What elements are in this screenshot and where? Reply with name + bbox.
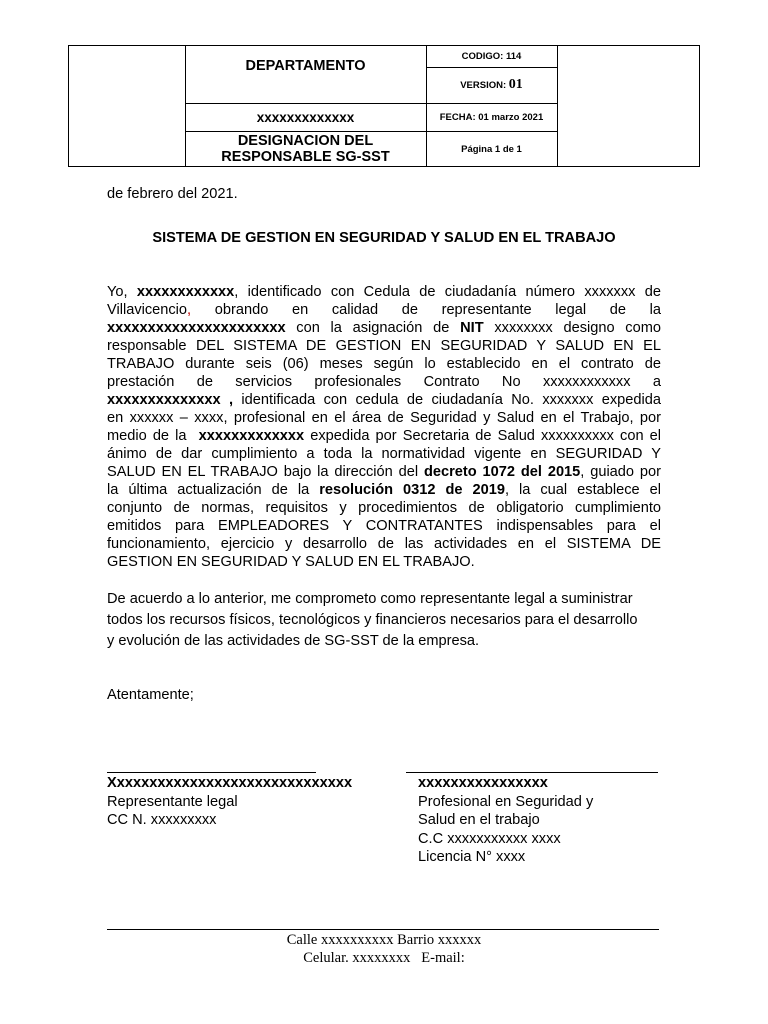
signature-line-right — [406, 772, 658, 773]
designation-paragraph: Yo, xxxxxxxxxxxx, identificado con Cedula de ciudadanía número xxxxxxx de Villavicencio, obrando en calidad de representante legal de la xxxxxxxxxxxxxxxxxxxxxx con la asignación de NIT xxxxxxxx designo como responsable DEL SISTEMA DE GESTION EN SEGURIDAD Y SALUD EN EL TRABAJO durante seis (06) meses según lo establecido en el contrato de prestación de servicios profesionales Contrato No xxxxxxxxxxxx a xxxxxxxxxxxxxx , identificada con cedula de ciudadanía No. xxxxxxx expedida en xxxxxx – xxxx, profesional en el área de Seguridad y Salud en el Trabajo, por medio de la xxxxxxxxxxxxx expedida por Secretaria de Salud xxxxxxxxxx con el ánimo de dar cumplimiento a toda la normatividad vigente en SEGURIDAD Y SALUD EN EL TRABAJO bajo la dirección del decreto 1072 del 2015, guiado por la última actualización de la resolución 0312 de 2019, la cual establece el conjunto de normas, requisitos y procedimientos de obligatorio cumplimiento emitidos para EMPLEADORES Y CONTRATANTES indispensables para el funcionamiento, ejercicio y desarrollo de las actividades en el SISTEMA DE GESTION EN SEGURIDAD Y SALUD EN EL TRABAJO. — [107, 284, 662, 570]
department-label: DEPARTAMENTO — [245, 58, 366, 74]
page-number: Página 1 de 1 — [461, 143, 522, 155]
date-line: de febrero del 2021. — [107, 186, 238, 202]
document-code: CODIGO: 114 — [461, 51, 522, 62]
legal-rep-id: CC N. xxxxxxxxx — [107, 812, 217, 828]
professional-role-line1: Profesional en Seguridad y — [418, 793, 594, 810]
legal-rep-role: Representante legal — [107, 793, 238, 810]
legal-rep-name: Xxxxxxxxxxxxxxxxxxxxxxxxxxxxxx — [107, 775, 353, 791]
document-header-table — [68, 45, 700, 167]
professional-license: Licencia N° xxxx — [418, 849, 526, 865]
document-version: VERSION: 01 — [460, 77, 523, 92]
commitment-paragraph: De acuerdo a lo anterior, me comprometo como representante legal a suministrar todos los recursos físicos, tecnológicos y financieros necesarios para el desarrollo y evolución de las actividades de SG-SST de la empresa. — [107, 591, 638, 649]
footer-address: Calle xxxxxxxxxx Barrio xxxxxx — [286, 932, 482, 948]
footer-contact: Celular. xxxxxxxx E-mail: — [303, 950, 465, 966]
footer — [107, 931, 661, 967]
section-title: SISTEMA DE GESTION EN SEGURIDAD Y SALUD EN EL TRABAJO — [152, 230, 616, 246]
header-divider — [557, 46, 558, 166]
footer-rule — [107, 929, 659, 930]
closing-text: Atentamente; — [107, 687, 194, 703]
signature-line-left — [107, 772, 316, 773]
company-name: xxxxxxxxxxxxx — [256, 109, 355, 125]
professional-id: C.C xxxxxxxxxxx xxxx — [418, 830, 561, 847]
professional-role-line2: Salud en el trabajo — [418, 812, 540, 828]
signature-block-left — [107, 774, 352, 830]
document-date: FECHA: 01 marzo 2021 — [439, 111, 544, 123]
document-title: DESIGNACION DEL RESPONSABLE SG-SST — [221, 133, 390, 165]
signature-block-right — [418, 774, 593, 867]
professional-name: xxxxxxxxxxxxxxxx — [418, 775, 548, 791]
